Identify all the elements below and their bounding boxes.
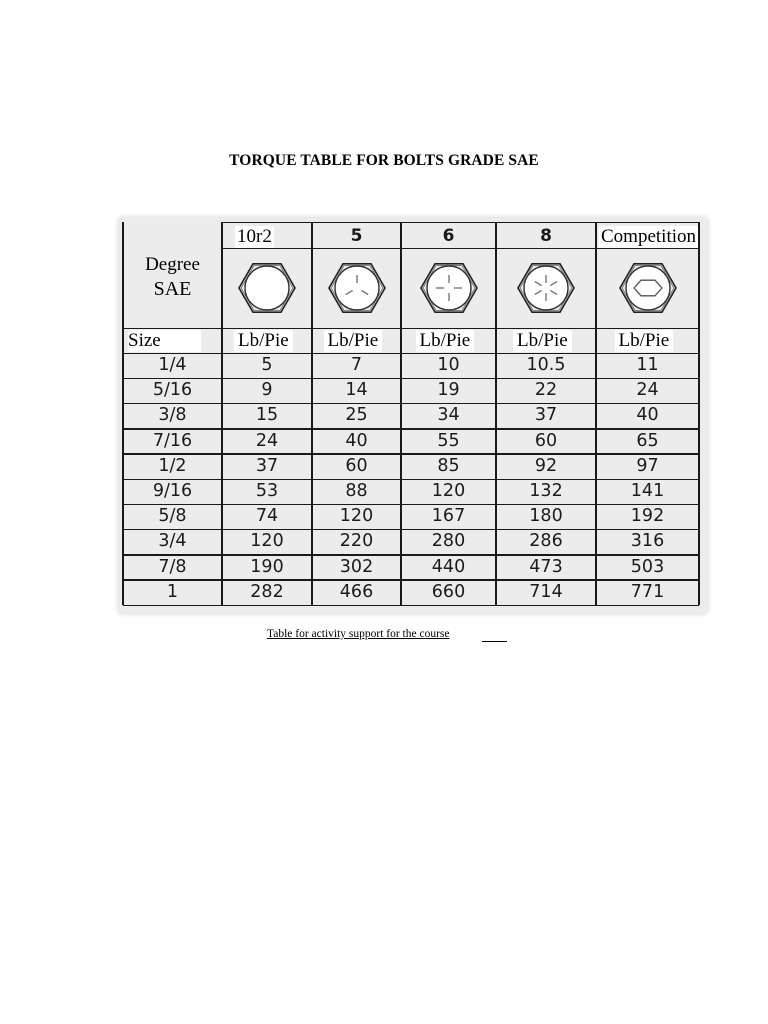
degree-sae-label xyxy=(123,252,222,302)
torque-value-cell: 120 xyxy=(431,481,466,501)
torque-value-cell: 37 xyxy=(255,455,279,476)
torque-value-cell: 88 xyxy=(345,481,368,501)
torque-value-cell: 7 xyxy=(350,355,363,375)
table-row xyxy=(123,378,699,403)
size-cell: 9/16 xyxy=(152,481,193,501)
grid-hline xyxy=(123,328,699,330)
grid-hline xyxy=(222,222,699,224)
torque-value-cell: 92 xyxy=(534,455,558,476)
torque-value-cell: 440 xyxy=(431,556,466,577)
size-label: Size xyxy=(128,330,201,352)
hex-bolt-6-marks-icon xyxy=(516,258,576,323)
torque-value-cell: 220 xyxy=(339,531,374,552)
size-cell: 3/8 xyxy=(158,405,187,426)
table-row xyxy=(123,353,699,378)
torque-value-cell: 85 xyxy=(437,455,460,476)
hex-bolt-4-marks-icon xyxy=(419,258,479,323)
torque-value-cell: 25 xyxy=(345,405,368,426)
torque-value-cell: 503 xyxy=(630,556,665,577)
size-cell: 1 xyxy=(166,581,179,602)
torque-value-cell: 65 xyxy=(636,430,659,451)
torque-value-cell: 15 xyxy=(255,405,279,426)
torque-value-cell: 714 xyxy=(529,581,563,602)
torque-value-cell: 9 xyxy=(261,380,273,401)
torque-value-cell: 55 xyxy=(437,430,460,451)
caption-underline xyxy=(482,641,507,642)
size-cell: 1/2 xyxy=(158,455,187,476)
unit-label: Lb/Pie xyxy=(513,330,572,352)
torque-value-cell: 10 xyxy=(437,355,460,375)
torque-value-cell: 74 xyxy=(255,506,279,527)
size-cell: 7/8 xyxy=(158,556,187,577)
table-row xyxy=(123,479,699,504)
torque-value-cell: 10.5 xyxy=(526,355,566,375)
torque-value-cell: 141 xyxy=(630,481,665,501)
hex-bolt-3-marks-icon xyxy=(327,258,387,323)
hex-bolt-plain-icon xyxy=(237,258,297,323)
grade-label-8: 8 xyxy=(540,226,552,246)
size-cell: 1/4 xyxy=(158,355,187,375)
sae-label: SAE xyxy=(153,278,192,300)
table-row xyxy=(123,454,699,479)
torque-value-cell: 302 xyxy=(339,556,374,577)
torque-value-cell: 5 xyxy=(261,355,273,375)
torque-value-cell: 286 xyxy=(529,531,563,552)
torque-value-cell: 60 xyxy=(345,455,368,476)
torque-value-cell: 40 xyxy=(636,405,659,426)
torque-value-cell: 771 xyxy=(630,581,665,602)
table-row xyxy=(123,429,699,454)
table-row xyxy=(123,529,699,554)
unit-label: Lb/Pie xyxy=(324,330,383,352)
size-cell: 3/4 xyxy=(158,531,187,552)
torque-value-cell: 24 xyxy=(636,380,659,401)
size-cell: 5/8 xyxy=(158,506,187,527)
torque-value-cell: 22 xyxy=(534,380,558,401)
torque-value-cell: 316 xyxy=(630,531,665,552)
torque-value-cell: 11 xyxy=(636,355,659,375)
table-row xyxy=(123,403,699,428)
torque-value-cell: 190 xyxy=(250,556,284,577)
table-row xyxy=(123,555,699,580)
torque-value-cell: 180 xyxy=(529,506,563,527)
torque-value-cell: 167 xyxy=(431,506,466,527)
table-row xyxy=(123,504,699,529)
size-cell: 7/16 xyxy=(152,430,193,451)
torque-value-cell: 120 xyxy=(339,506,374,527)
unit-label: Lb/Pie xyxy=(416,330,475,352)
degree-label: Degree xyxy=(145,254,200,275)
torque-value-cell: 34 xyxy=(437,405,460,426)
torque-value-cell: 24 xyxy=(255,430,279,451)
grade-label-5: 5 xyxy=(350,226,363,246)
unit-label: Lb/Pie xyxy=(615,330,674,352)
torque-value-cell: 53 xyxy=(255,481,279,501)
torque-value-cell: 19 xyxy=(437,380,460,401)
torque-value-cell: 132 xyxy=(529,481,563,501)
torque-value-cell: 40 xyxy=(345,430,368,451)
torque-table xyxy=(119,218,707,613)
unit-label: Lb/Pie xyxy=(234,330,293,352)
torque-value-cell: 282 xyxy=(250,581,284,602)
page-title: TORQUE TABLE FOR BOLTS GRADE SAE xyxy=(229,152,539,169)
torque-value-cell: 14 xyxy=(345,380,368,401)
grade-label-10r2: 10r2 xyxy=(237,226,272,247)
torque-value-cell: 37 xyxy=(534,405,558,426)
torque-value-cell: 120 xyxy=(250,531,284,552)
hex-bolt-competition-icon xyxy=(618,258,678,323)
grade-label-6: 6 xyxy=(442,226,455,246)
table-caption: Table for activity support for the course xyxy=(267,628,450,640)
torque-value-cell: 97 xyxy=(636,455,659,476)
grade-label-competition: Competition xyxy=(601,226,696,247)
torque-value-cell: 60 xyxy=(534,430,558,451)
size-cell: 5/16 xyxy=(152,380,193,401)
torque-value-cell: 660 xyxy=(431,581,466,602)
torque-value-cell: 192 xyxy=(630,506,665,527)
table-row xyxy=(123,580,699,605)
torque-value-cell: 466 xyxy=(339,581,374,602)
torque-value-cell: 280 xyxy=(431,531,466,552)
torque-value-cell: 473 xyxy=(529,556,563,577)
